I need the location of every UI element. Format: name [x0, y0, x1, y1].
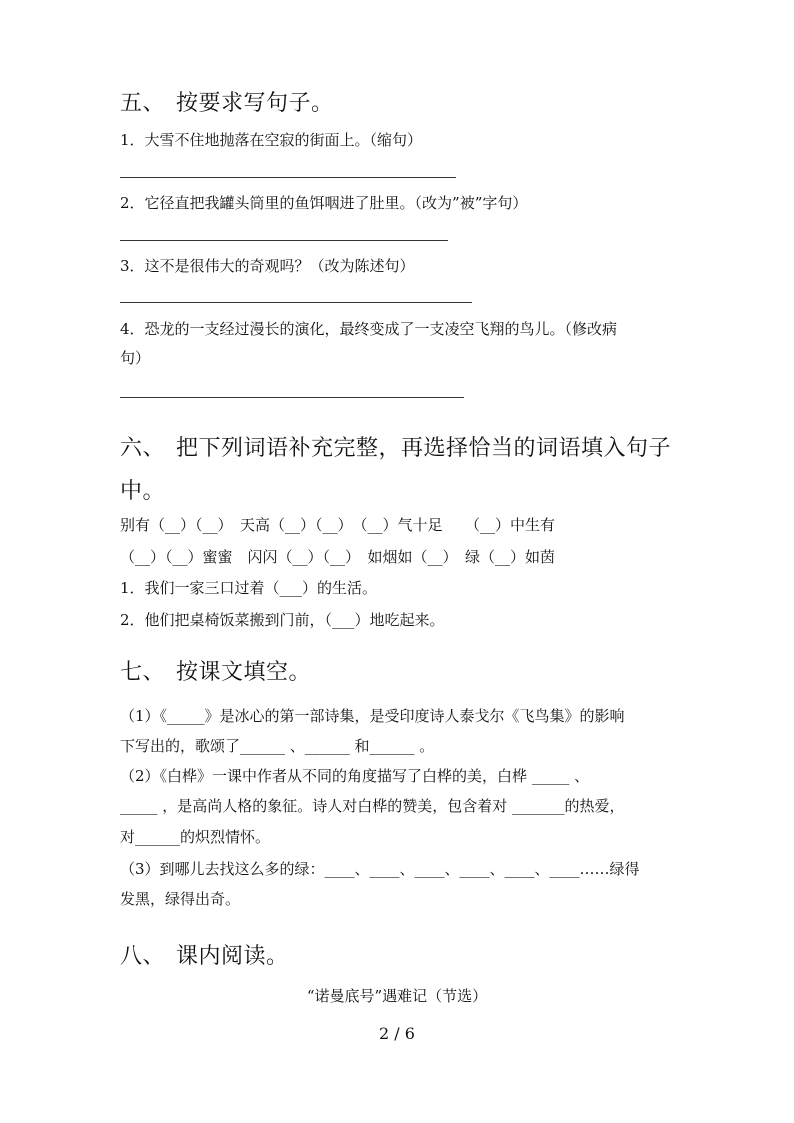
answer-line-5-4[interactable] [120, 397, 464, 398]
fill-line-5: 对______的炽烈情怀。 [120, 828, 271, 846]
answer-line-5-1[interactable] [120, 177, 456, 178]
page-number: 2 / 6 [379, 1024, 415, 1043]
word-row-2: （__）（__）蜜蜜 闪闪（__）（__） 如烟如（__） 绿（__）如茵 [120, 548, 556, 566]
fill-line-7: 发黑，绿得出奇。 [120, 890, 241, 908]
question-5-4: 4．恐龙的一支经过漫长的演化，最终变成了一支凌空飞翔的鸟儿。（修改病 [120, 320, 618, 338]
fill-line-1: （1）《_____》是冰心的第一部诗集，是受印度诗人泰戈尔《飞鸟集》的影响 [120, 707, 625, 725]
reading-passage-title: “诺曼底号”遇难记（节选） [306, 987, 488, 1005]
section-7-number: 七、 [120, 660, 166, 685]
fill-line-6: （3）到哪儿去找这么多的绿：____、____、____、____、____、____……绿得 [120, 860, 640, 878]
section-5-number: 五、 [120, 91, 166, 116]
section-6-title-cont: 中。 [120, 479, 166, 504]
section-5-title: 按要求写句子。 [176, 91, 334, 116]
question-5-4-cont: 句） [120, 349, 151, 367]
section-8-title: 课内阅读。 [176, 944, 289, 969]
answer-line-5-2[interactable] [120, 240, 448, 241]
question-5-1: 1．大雪不住地抛落在空寂的街面上。（缩句） [120, 131, 423, 149]
section-7-heading [120, 655, 311, 686]
section-8-number: 八、 [120, 944, 166, 969]
fill-sentence-2: 2．他们把桌椅饭菜搬到门前，（___）地吃起来。 [120, 611, 445, 629]
section-8-heading [120, 939, 289, 970]
section-7-title: 按课文填空。 [176, 660, 312, 685]
fill-sentence-1: 1．我们一家三口过着（___）的生活。 [120, 579, 378, 597]
section-6-heading [120, 431, 671, 462]
fill-line-3: （2）《白桦》一课中作者从不同的角度描写了白桦的美，白桦 _____ 、 [120, 767, 590, 785]
word-row-1: 别有（__）（__） 天高（__）（__） （__）气十足 （__）中生有 [120, 516, 556, 534]
fill-line-4: _____ ，是高尚人格的象征。诗人对白桦的赞美，包含着对 _______的热爱， [120, 797, 625, 815]
section-6-title: 把下列词语补充完整，再选择恰当的词语填入句子 [176, 436, 672, 461]
answer-line-5-3[interactable] [120, 302, 472, 303]
section-6-number: 六、 [120, 436, 166, 461]
fill-line-2: 下写出的，歌颂了______ 、______ 和______ 。 [120, 737, 435, 755]
section-5-heading [120, 86, 334, 117]
question-5-3: 3．这不是很伟大的奇观吗？（改为陈述句） [120, 257, 415, 275]
question-5-2: 2．它径直把我罐头筒里的鱼饵咽进了肚里。（改为”被”字句） [120, 194, 528, 212]
